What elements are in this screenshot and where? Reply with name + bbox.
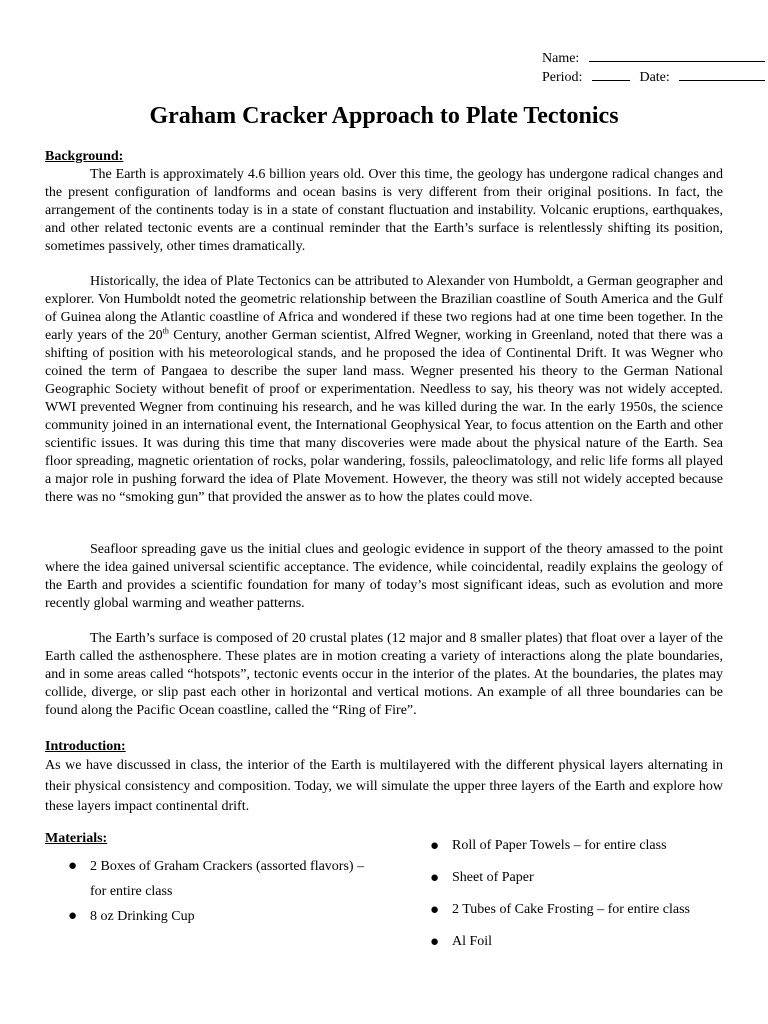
materials-section — [45, 830, 375, 929]
date-field[interactable] — [679, 67, 765, 81]
bullet-icon: ● — [68, 858, 78, 874]
bullet-icon: ● — [430, 870, 440, 886]
period-field[interactable] — [592, 67, 630, 81]
material-item: ● 8 oz Drinking Cup — [45, 904, 375, 929]
material-item: ● Al Foil — [407, 926, 723, 958]
material-item: ● 2 Boxes of Graham Crackers (assorted flavors) – for entire class — [45, 854, 375, 904]
materials-list-left — [45, 854, 375, 929]
date-label: Date: — [639, 70, 670, 85]
background-paragraph-1: The Earth is approximately 4.6 billion years old. Over this time, the geology has undergone radical changes and the present configuration of landforms and ocean basins is very different from their original positions. In fact, the arrangement of the continents today is in a state of constant fluctuation and instability. Volcanic eruptions, earthquakes, and other related tectonic events are a continual reminder that the Earth’s surface is relentlessly shifting its position, sometimes passively, other times dramatically. — [45, 167, 723, 254]
introduction-text: As we have discussed in class, the interior of the Earth is multilayered with the different physical layers alternating in their physical consistency and composition. Today, we will simulate the upper three layers of the Earth and explore how these layers impact continental drift. — [45, 758, 723, 814]
name-field[interactable] — [589, 48, 765, 62]
introduction-heading: Introduction: — [45, 739, 126, 754]
bullet-icon: ● — [430, 934, 440, 950]
background-heading: Background: — [45, 149, 124, 164]
introduction-section — [45, 738, 723, 818]
student-info-header — [542, 48, 765, 86]
bullet-icon: ● — [430, 902, 440, 918]
background-paragraph-3-block — [45, 541, 723, 613]
name-row — [542, 48, 765, 67]
period-date-row — [542, 67, 765, 86]
period-label: Period: — [542, 70, 583, 85]
background-paragraph-4: The Earth’s surface is composed of 20 crustal plates (12 major and 8 smaller plates) that float over a layer of the Earth called the asthenosphere. These plates are in motion creating a variety of interactions along the plate boundaries, and in some areas called “hotspots”, tectonic events occur in the interior of the plates. At the boundaries, the plates may collide, diverge, or slip past each other in horizontal and vertical motions. An example of all three boundaries can be found along the Pacific Ocean coastline, called the “Ring of Fire”. — [45, 631, 723, 718]
bullet-icon: ● — [68, 908, 78, 924]
background-paragraph-2-block — [45, 273, 723, 507]
materials-list-right — [407, 830, 723, 958]
background-section — [45, 148, 723, 256]
materials-right-column — [407, 836, 723, 958]
background-paragraph-3: Seafloor spreading gave us the initial clues and geologic evidence in support of the theory amassed to the point where the idea gained universal scientific acceptance. The evidence, while coincidental, readily explains the geology of the Earth and provides a scientific foundation for many of today’s most significant ideas, such as evolution and more recently global warming and weather patterns. — [45, 542, 723, 611]
name-label: Name: — [542, 51, 580, 66]
page-title: Graham Cracker Approach to Plate Tectonics — [149, 103, 619, 129]
bullet-icon: ● — [430, 838, 440, 854]
material-item: ● Sheet of Paper — [407, 862, 723, 894]
materials-heading: Materials: — [45, 831, 108, 846]
background-paragraph-4-block — [45, 630, 723, 720]
material-item: ● Roll of Paper Towels – for entire class — [407, 830, 723, 862]
material-item: ● 2 Tubes of Cake Frosting – for entire class — [407, 894, 723, 926]
background-paragraph-2: Historically, the idea of Plate Tectonics can be attributed to Alexander von Humboldt, a German geographer and explorer. Von Humboldt noted the geometric relationship between the Brazilian coastline of South America and the Gulf of Guinea along the Atlantic coastline of Africa and wondered if these two regions had at one time been together. In the early years of the 20th Century, another German scientist, Alfred Wegner, working in Greenland, noted that there was a shifting of position with his meteorological stands, and he proposed the idea of Continental Drift. It was Wegner who coined the term of Pangaea to describe the super land mass. Wegner presented his theory to the German National Geographic Society without benefit of proof or experimentation. Needless to say, his theory was not widely accepted. WWI prevented Wegner from continuing his research, and he was killed during the war. In the early 1950s, the science community joined in an international event, the International Geophysical Year, to focus attention on the Earth and other scientific issues. It was during this time that many discoveries were made about the physical nature of the Earth. Sea floor spreading, magnetic orientation of rocks, polar wandering, fossils, paleoclimatology, and relic life forms all played a major role in pushing forward the idea of Plate Movement. However, the theory was still not widely accepted because there was no “smoking gun” that provided the answer as to how the plates could move. — [45, 274, 723, 505]
